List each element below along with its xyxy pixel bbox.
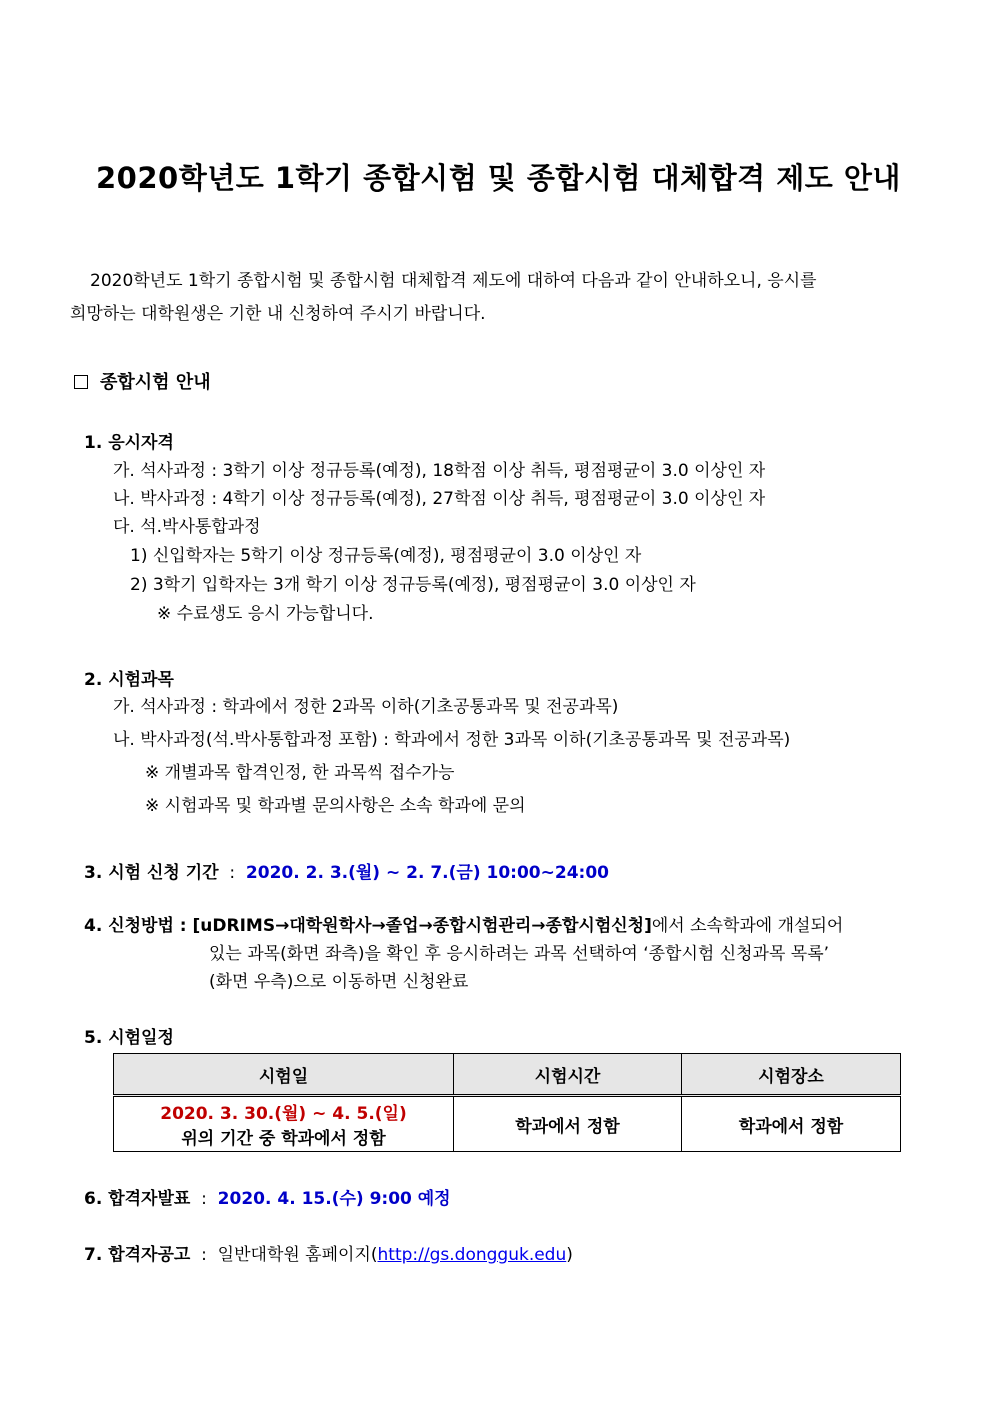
s2-item-ga: 가. 석사과정 : 학과에서 정한 2과목 이하(기초공통과목 및 전공과목): [113, 697, 619, 717]
page-title: 2020학년도 1학기 종합시험 및 종합시험 대체합격 제도 안내: [96, 161, 901, 195]
s3-heading: 3. 시험 신청 기간: [84, 863, 219, 883]
th-place: 시험장소: [682, 1054, 901, 1096]
homepage-link[interactable]: http://gs.dongguk.edu: [377, 1245, 567, 1265]
s1-item-da: 다. 석.박사통합과정: [113, 517, 261, 537]
s1-item-ga: 가. 석사과정 : 3학기 이상 정규등록(예정), 18학점 이상 취득, 평점평균이 3.0 이상인 자: [113, 461, 766, 481]
s4-line-3: (화면 우측)으로 이동하면 신청완료: [209, 972, 469, 992]
s7-heading: 7. 합격자공고: [84, 1245, 191, 1265]
s3-period: 2020. 2. 3.(월) ~ 2. 7.(금) 10:00~24:00: [245, 863, 609, 883]
s5-heading: 5. 시험일정: [84, 1028, 174, 1048]
s6-line: [84, 1184, 451, 1209]
th-time: 시험시간: [454, 1054, 682, 1096]
s2-note-2: ※ 시험과목 및 학과별 문의사항은 소속 학과에 문의: [145, 796, 526, 816]
td-place: 학과에서 정함: [682, 1096, 901, 1152]
s3-separator: :: [218, 863, 246, 883]
s6-separator: :: [190, 1189, 218, 1209]
s7-line: [84, 1240, 573, 1265]
s3-line: [84, 858, 609, 883]
s2-item-na: 나. 박사과정(석.박사통합과정 포함) : 학과에서 정한 3과목 이하(기초공통과목 및 전공과목): [113, 730, 791, 750]
s1-heading: 1. 응시자격: [84, 433, 174, 453]
s4-line-1: [84, 911, 843, 936]
checkbox-icon: [74, 375, 88, 389]
s2-heading: 2. 시험과목: [84, 670, 174, 690]
s7-separator: :: [190, 1245, 218, 1265]
s6-heading: 6. 합격자발표: [84, 1189, 191, 1209]
s7-text: 일반대학원 홈페이지(: [217, 1245, 378, 1265]
exam-date-note: 위의 기간 중 학과에서 정함: [181, 1129, 386, 1149]
s1-note: ※ 수료생도 응시 가능합니다.: [157, 604, 374, 624]
intro-line-2: 희망하는 대학원생은 기한 내 신청하여 주시기 바랍니다.: [70, 304, 486, 324]
table-header-row: [114, 1054, 901, 1096]
td-date: [114, 1096, 454, 1152]
schedule-table: [113, 1053, 901, 1152]
intro-line-1: 2020학년도 1학기 종합시험 및 종합시험 대체합격 제도에 대하여 다음과 같이 안내하오니, 응시를: [90, 271, 817, 291]
s4-line-1-rest: 에서 소속학과에 개설되어: [651, 916, 844, 936]
s4-line-2: 있는 과목(화면 좌측)을 확인 후 응시하려는 과목 선택하여 ‘종합시험 신청과목 목록’: [209, 944, 830, 964]
table-row: [114, 1096, 901, 1152]
section-heading: [74, 368, 211, 394]
s2-note-1: ※ 개별과목 합격인정, 한 과목씩 접수가능: [145, 763, 455, 783]
s7-close: ): [566, 1245, 573, 1265]
td-time: 학과에서 정함: [454, 1096, 682, 1152]
s4-heading: 4. 신청방법 : [uDRIMS→대학원학사→졸업→종합시험관리→종합시험신청]: [84, 916, 652, 936]
s1-item-na: 나. 박사과정 : 4학기 이상 정규등록(예정), 27학점 이상 취득, 평점평균이 3.0 이상인 자: [113, 489, 766, 509]
s1-sub-1: 1) 신입학자는 5학기 이상 정규등록(예정), 평점평균이 3.0 이상인 자: [130, 546, 642, 566]
s1-sub-2: 2) 3학기 입학자는 3개 학기 이상 정규등록(예정), 평점평균이 3.0 이상인 자: [130, 575, 696, 595]
exam-date-range: 2020. 3. 30.(월) ~ 4. 5.(일): [160, 1104, 407, 1124]
s6-date: 2020. 4. 15.(수) 9:00 예정: [217, 1189, 451, 1209]
th-date: 시험일: [114, 1054, 454, 1096]
section-heading-label: 종합시험 안내: [100, 372, 211, 393]
